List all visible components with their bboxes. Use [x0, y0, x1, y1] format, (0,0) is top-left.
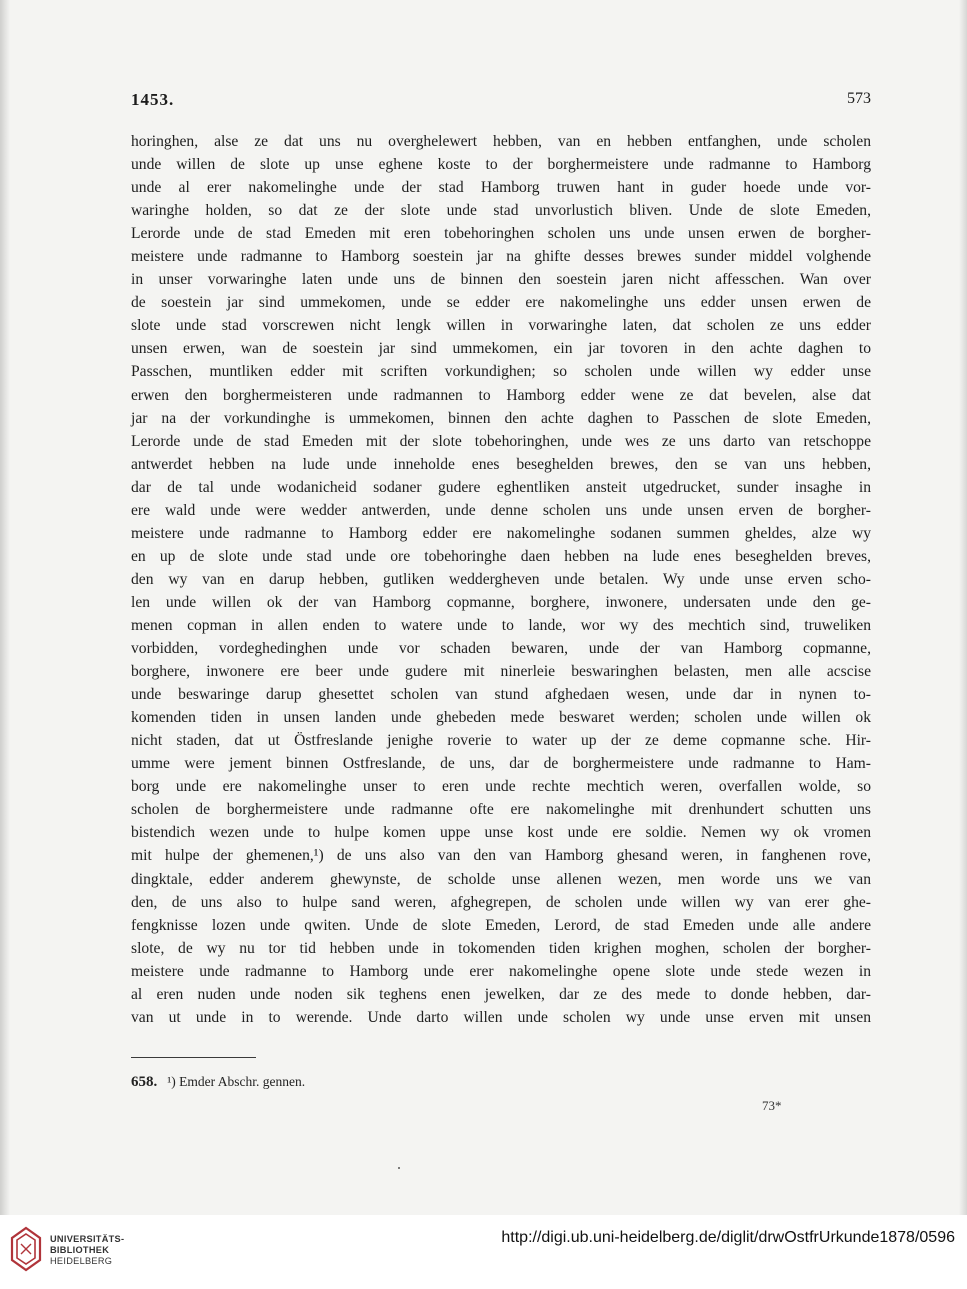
text-line: meistere unde radmanne to Hamborg soestein jar na ghifte desses brewes sunder middel volghende: [131, 248, 871, 266]
text-line: en up de slote unde stad unde ore tobehoringhe daen hebben na lude enes beseghelden breves,: [131, 547, 871, 565]
footer-bar: [0, 1215, 967, 1289]
text-line: umme were jement binnen Ostfreslande, de uns, dar de borghermeistere unde radmanne to Ham-: [131, 755, 871, 773]
library-name: [50, 1234, 124, 1267]
text-line: den wy van en darup hebben, gutliken weddergheven unde betalen. Wy unde unse erven scho-: [131, 570, 871, 588]
text-line: len unde willen ok der van Hamborg copmanne, borghere, inwonere, undersaten unde den ge-: [131, 593, 871, 611]
text-line: al eren nuden unde noden sik teghens enen jewelken, dar ze des mede to donde hebben, dar-: [131, 985, 871, 1003]
page-edge-right: [959, 0, 967, 1215]
text-line: komenden tiden in unsen landen unde ghebeden mede beswaret werden; scholen unde willen ok: [131, 709, 871, 727]
text-line: borg unde ere nakomelinghe unser to eren unde rechte mechtich weren, overfallen wolde, so: [131, 778, 871, 796]
text-line: meistere unde radmanne to Hamborg edder ere nakomelinghe sodanen summen gheldes, alze wy: [131, 524, 871, 542]
text-line: van ut unde in to werende. Unde darto willen unde scholen wy unde unse erven mit unsen: [131, 1008, 871, 1026]
text-line: mit hulpe der ghemenen,¹) de uns also van den van Hamborg ghesand weren, in fanghenen rove,: [131, 847, 871, 865]
text-line: scholen de borghermeistere unde radmanne ofte ere nakomelinghe mit drenhundert schutten uns: [131, 801, 871, 819]
running-head-year: 1453.: [131, 90, 175, 109]
text-line: unde al erer nakomelinghe unde der stad Hamborg truwen hant in guder hoede unde vor-: [131, 179, 871, 197]
text-line: erwen den borghermeisteren unde radmannen to Hamborg edder wene ze dat bevelen, alse dat: [131, 386, 871, 404]
scan-speck: [398, 1167, 400, 1169]
running-head: [131, 90, 871, 114]
text-line: fengknisse lozen unde qwiten. Unde de slote Emeden, Lerord, de stad Emeden unde alle andere: [131, 916, 871, 934]
text-line: antwerdet hebben na lude unde inneholde enes beseghelden brewes, den se van uns hebben,: [131, 455, 871, 473]
text-line: unsen erwen, wan de soestein jar sind ummekomen, ein jar tovoren in den achte daghen to: [131, 340, 871, 358]
signature-mark: 73*: [762, 1098, 782, 1113]
text-line: slote, de wy nu tor tid hebben unde in tokomenden tiden krighen moghen, scholen der borgher-: [131, 939, 871, 957]
footnote-document-number: 658.: [131, 1074, 158, 1090]
text-line: menen copman in allen enden to watere unde to lande, wor wy des mechtich sind, truweliken: [131, 616, 871, 634]
text-line: horinghen, alse ze dat uns nu overghelewert hebben, van en hebben entfanghen, unde scholen: [131, 133, 871, 150]
page-number: 573: [847, 90, 871, 107]
footnote-text: ¹) Emder Abschr. gennen.: [167, 1074, 306, 1089]
text-line: den, de uns also to hulpe sand weren, afghegrepen, de scholen unde willen wy van erer ghe-: [131, 893, 871, 911]
university-seal-icon: [9, 1226, 43, 1272]
text-line: meistere unde radmanne to Hamborg unde erer nakomelinghe opene slote unde stede wezen in: [131, 962, 871, 980]
text-line: bistendich wezen unde to hulpe komen uppe unse kost unde ere soldie. Nemen wy ok vromen: [131, 824, 871, 842]
body-text: [131, 130, 871, 1029]
text-line: de soestein jar sind ummekomen, unde se edder ere nakomelinghe uns edder unsen erwen de: [131, 294, 871, 312]
text-line: waringhe holden, so dat ze der slote unde stad unvorlustich bliven. Unde de slote Emeden,: [131, 202, 871, 220]
text-line: unde willen de slote up unse eghene koste to der borghermeistere unde radmanne to Hamborg: [131, 156, 871, 174]
text-line: Lerorde unde de stad Emeden mit eren tobehoringhen scholen uns unde unsen erwen de borgher-: [131, 225, 871, 243]
text-line: nicht staden, dat ut Östfreslande jenighe roverie to water up der ze deme copmanne sche. Hir-: [131, 732, 871, 750]
source-url[interactable]: http://digi.ub.uni-heidelberg.de/diglit/drwOstfrUrkunde1878/0596: [501, 1229, 955, 1246]
text-line: borghere, inwonere ere beer unde gudere mit ninerleie beswaringhen belasten, men alle acscise: [131, 663, 871, 681]
library-line-1: UNIVERSITÄTS-: [50, 1234, 125, 1244]
text-line: slote unde stad vorscrewen nicht lengk willen in vorwaringhe laten, dat scholen ze uns edder: [131, 317, 871, 335]
text-line: jar na der vorkundinghe is ummekomen, binnen den achte daghen to Passchen de slote Emeden,: [131, 409, 871, 427]
text-line: vorbidden, vordeghedinghen unde vor schaden bewaren, unde der van Hamborg copmanne,: [131, 640, 871, 658]
text-line: dingktale, edder anderem ghewynste, de scholde unse allenen wezen, men worde uns we van: [131, 870, 871, 888]
text-line: in unser vorwaringhe laten unde uns de binnen den soestein jaren nicht affesschen. Wan over: [131, 271, 871, 289]
text-line: Lerorde unde de stad Emeden mit der slote tobehoringhen, unde wes ze uns darto van retschoppe: [131, 432, 871, 450]
text-line: dar de tal unde wodanicheid sodaner gudere eghentliken ansteit utgedrucket, sunder insaghe in: [131, 478, 871, 496]
library-line-3: HEIDELBERG: [50, 1256, 113, 1266]
footnote-divider: [131, 1057, 256, 1058]
text-line: unde beswaringe darup ghesettet scholen van stund afghedaen wesen, unde dar in nynen to-: [131, 686, 871, 704]
library-line-2: BIBLIOTHEK: [50, 1245, 110, 1255]
text-line: Passchen, muntliken edder mit scriften vorkundighen; so scholen unde willen wy edder unse: [131, 363, 871, 381]
footnote: [131, 1074, 305, 1096]
page-edge-left: [0, 0, 10, 1215]
text-line: ere wald unde were wedder antwerden, unde denne scholen uns unde unsen erven de borgher-: [131, 501, 871, 519]
